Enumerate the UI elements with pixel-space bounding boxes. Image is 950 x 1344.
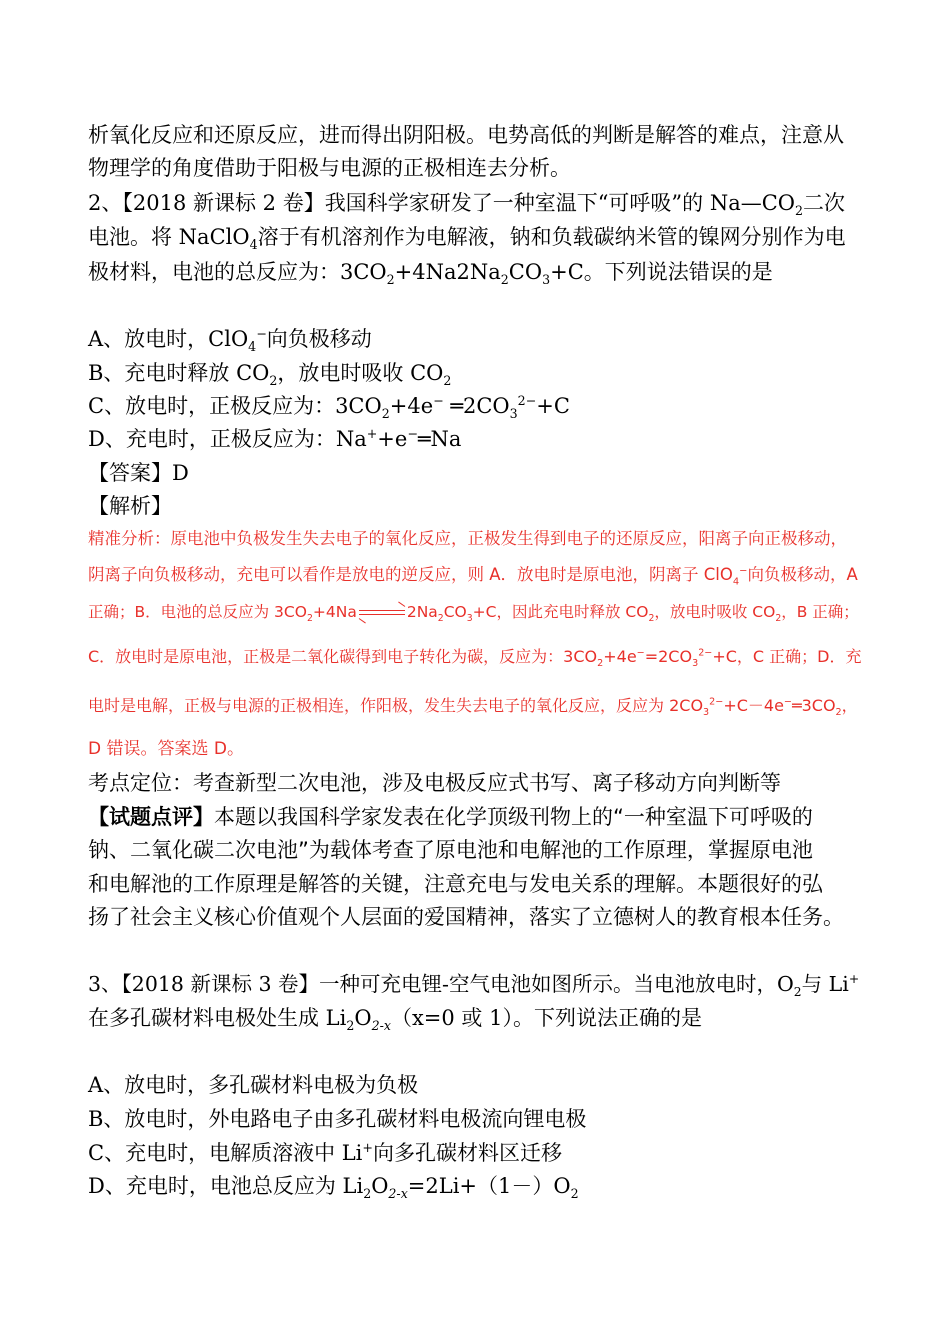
equilibrium-arrow-icon [359, 608, 405, 618]
q2-review-line-4: 扬了社会主义核心价值观个人层面的爱国精神，落实了立德树人的教育根本任务。 [88, 905, 844, 929]
q2-option-b: B、充电时释放 $CO_2$，放电时吸收 $CO_2$ [88, 361, 452, 389]
q2-option-d: D、充电时，正极反应为：Na++e−═Na [88, 426, 462, 451]
q3-option-a: A、放电时，多孔碳材料电极为负极 [88, 1073, 419, 1097]
q2-analysis-line-1: 精准分析：原电池中负极发生失去电子的氧化反应，正极发生得到电子的还原反应，阳离子向正极移动， [88, 529, 847, 548]
q2-analysis-line-5: 电时是电解，正极与电源的正极相连，作阳极，发生失去电子的氧化反应，反应为 $2CO_3^{2-}+C-4e^-═3CO_2$， [88, 696, 858, 719]
q2-stem-line-2: 电池。将 NaClO$_4$溶于有机溶剂作为电解液，钠和负载碳纳米管的镍网分别作为电 [88, 225, 846, 253]
q3-option-c: C、充电时，电解质溶液中 Li+向多孔碳材料区迁移 [88, 1140, 562, 1165]
q2-analysis-line-4: C．放电时是原电池，正极是二氧化碳得到电子转化为碳，反应为：$3CO_2+4e^-=2CO_3^{2-}+C$，C 正确；D．充 [88, 647, 862, 670]
q3-option-d: D、充电时，电池总反应为 $Li_2O_{2-x}=2Li+(1-)O_2$ [88, 1174, 579, 1202]
q2-stem-line-3: 极材料，电池的总反应为：$3CO_2+4Na2Na_2CO_3+C$。下列说法错误的是 [88, 260, 773, 288]
q2-option-c: C、放电时，正极反应为：$3CO_2+4e^-$ $═2CO_3^{2-}+C$ [88, 393, 570, 422]
intro-line-1: 析氧化反应和还原反应，进而得出阴阳极。电势高低的判断是解答的难点，注意从 [88, 123, 844, 147]
q2-review-line-1: 【试题点评】本题以我国科学家发表在化学顶级刊物上的“一种室温下可呼吸的 [88, 805, 813, 829]
q2-review-line-2: 钠、二氧化碳二次电池”为载体考查了原电池和电解池的工作原理，掌握原电池 [88, 838, 813, 862]
intro-line-2: 物理学的角度借助于阳极与电源的正极相连去分析。 [88, 156, 571, 180]
q3-stem-line-1: 3、【2018 新课标 3 卷】一种可充电锂-空气电池如图所示。当电池放电时，$O_2$与 Li+ [88, 972, 860, 1000]
q2-kaodian: 考点定位：考查新型二次电池，涉及电极反应式书写、离子移动方向判断等 [88, 771, 781, 795]
q2-stem-line-1: 2、【2018 新课标 2 卷】我国科学家研发了一种室温下“可呼吸”的 $Na—CO_2$二次 [88, 191, 846, 219]
q2-analysis-label: 【解析】 [88, 494, 172, 518]
q2-analysis-line-2: 阴离子向负极移动，充电可以看作是放电的逆反应，则 A．放电时是原电池，阴离子 ClO$_4$−向负极移动，A [88, 565, 858, 588]
q3-stem-line-2: 在多孔碳材料电极处生成 $Li_2O_{2-x}(x=0$ 或 1）。下列说法正确的是 [88, 1006, 702, 1034]
q2-review-line-3: 和电解池的工作原理是解答的关键，注意充电与发电关系的理解。本题很好的弘 [88, 872, 823, 896]
q2-analysis-line-6: D 错误。答案选 D。 [88, 739, 244, 759]
q2-answer: 【答案】D [88, 461, 189, 485]
q3-option-b: B、放电时，外电路电子由多孔碳材料电极流向锂电极 [88, 1107, 587, 1131]
q2-analysis-line-3: 正确；B．电池的总反应为 $3CO_2+4Na$ $2Na_2CO_3+C$，因此充电时释放 $CO_2$，放电时吸收 $CO_2$，B 正确； [88, 603, 859, 625]
q2-option-a: A、放电时，ClO$_4$−向负极移动 [88, 326, 372, 355]
